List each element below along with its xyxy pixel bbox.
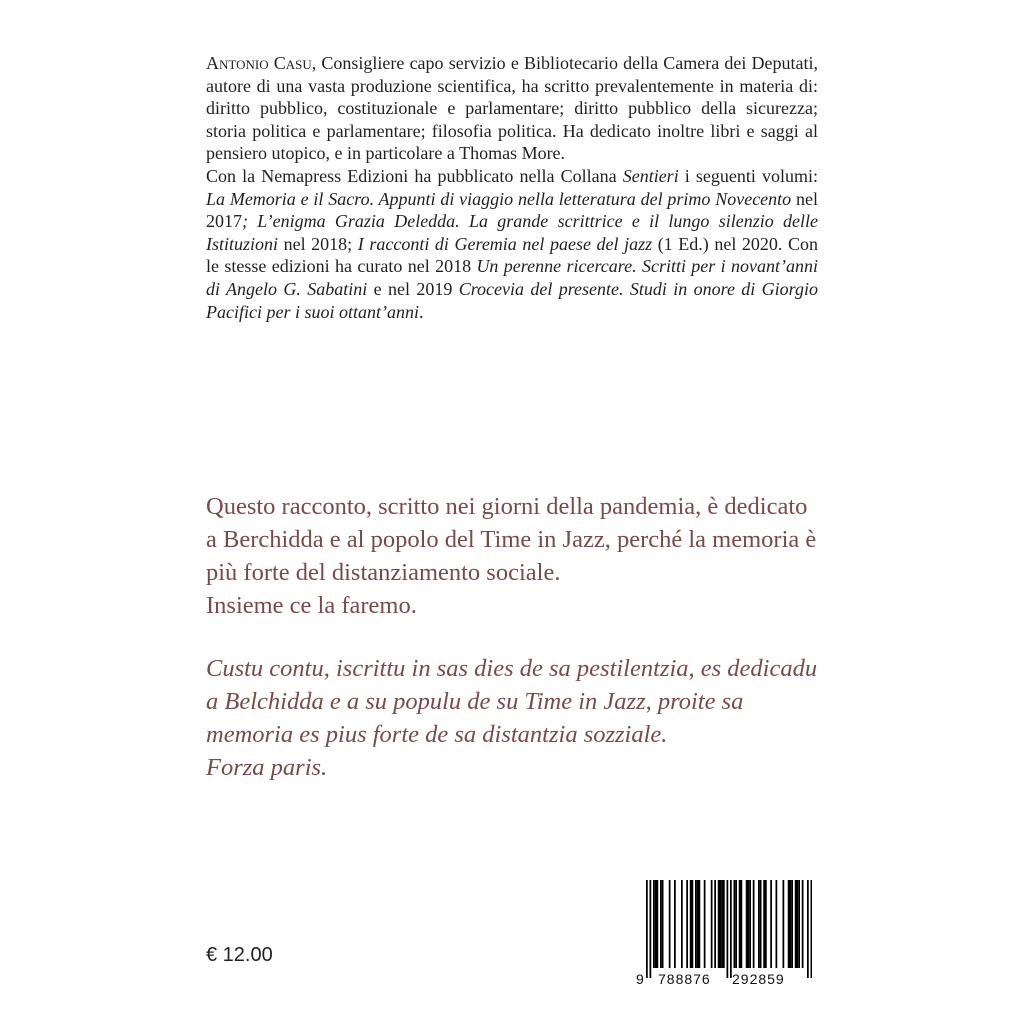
barcode-bar <box>730 880 732 978</box>
barcode-bar <box>763 880 765 968</box>
barcode-bar <box>798 880 800 968</box>
bio-text-2e: (1 Ed.) nel 2020. Con le stesse edizioni ha curato nel 2018 <box>206 233 818 277</box>
dedication-sardinian-text: Custu contu, iscrittu in sas dies de sa pestilentzia, es dedicadu a Belchidda e a su populu de su Time in Jazz, proite sa memoria es pius forte de sa distantzia sozziale. <box>206 655 818 748</box>
book-title-4: Un perenne ricercare. Scritti per i novant’anni di Angelo G. Sabatini <box>206 256 819 299</box>
book-title-1: La Memoria e il Sacro. Appunti di viaggio nella letteratura del primo Novecento <box>206 188 792 209</box>
barcode-bar <box>660 880 662 968</box>
book-title-2: ; L’enigma Grazia Deledda. La grande scrittrice e il lungo silenzio delle Istituzioni <box>206 211 818 254</box>
barcode-bar <box>739 880 741 968</box>
author-name: Antonio Casu <box>206 53 312 73</box>
barcode-bar <box>662 880 664 968</box>
bio-text-1: , Consigliere capo servizio e Bibliotecario della Camera dei Deputati, autore di una vasta produzione scientifica, ha scritto prevalentemente in materia di: diritto pubblico, costituzionale e parlamentare; diritto pubblico della sicurezza; storia politica e parlamentare; filosofia politica. Ha dedicato inoltre libri e saggi al pensiero utopico, e in particolare a Thomas More. <box>206 53 818 164</box>
dedication <box>206 490 818 784</box>
bio-text-2c: nel 2017 <box>206 188 818 232</box>
author-bio <box>206 52 818 323</box>
bio-text-2g: . <box>418 301 424 322</box>
barcode-bar <box>791 880 793 968</box>
bio-text-2f: e nel 2019 <box>367 278 459 299</box>
book-title-5: Crocevia del presente. Studi in onore di Giorgio Pacifici per i suoi ottant’anni <box>206 278 818 322</box>
barcode-bar <box>811 880 813 978</box>
barcode-bar <box>655 880 657 968</box>
bio-paragraph-2 <box>206 165 818 323</box>
bio-text-2d: nel 2018; <box>278 233 358 254</box>
barcode-bar <box>704 880 706 968</box>
barcode-bar <box>788 880 790 968</box>
bio-paragraph-1 <box>206 52 818 165</box>
barcode-bar <box>741 880 743 968</box>
barcode-bar <box>765 880 767 968</box>
barcode-bar <box>770 880 772 968</box>
barcode-bar <box>748 880 750 968</box>
barcode-bar <box>746 880 748 968</box>
barcode-bar <box>697 880 699 968</box>
series-name: Sentieri <box>622 165 679 186</box>
barcode-bar <box>807 880 809 978</box>
dedication-italian-closing: Insieme ce la faremo. <box>206 592 417 619</box>
barcode-bar <box>749 880 751 968</box>
barcode-bar <box>790 880 792 968</box>
barcode-bar <box>653 880 655 968</box>
isbn-group-2: 292859 <box>732 971 785 987</box>
book-title-3: I racconti di Geremia nel paese del jazz <box>357 233 653 254</box>
dedication-sardinian-closing: Forza paris. <box>206 754 328 781</box>
barcode-bar <box>699 880 701 968</box>
price-label: € 12.00 <box>206 944 273 966</box>
isbn-group-1: 788876 <box>658 971 711 987</box>
barcode-bar <box>760 880 762 968</box>
bio-text-2b: i seguenti volumi: <box>678 165 818 186</box>
barcode-bar <box>721 880 723 968</box>
isbn-barcode <box>632 880 822 996</box>
bio-text-2a: Con la Nemapress Edizioni ha pubblicato nella Collana <box>206 165 623 186</box>
barcode-bar <box>714 880 716 968</box>
barcode-bar <box>783 880 785 968</box>
dedication-italian-text: Questo racconto, scritto nei giorni della pandemia, è dedicato a Berchidda e al popolo del Time in Jazz, perché la memoria è più forte del distanziamento sociale. <box>206 493 817 586</box>
isbn-lead-digit: 9 <box>636 971 644 987</box>
barcode-bar <box>753 880 755 968</box>
barcode-bar <box>690 880 692 968</box>
dedication-italian <box>206 490 818 622</box>
barcode-bar <box>711 880 713 968</box>
barcode-bar <box>797 880 799 968</box>
barcode-bar <box>718 880 720 968</box>
barcode-bar <box>735 880 737 968</box>
barcode-bar <box>669 880 671 968</box>
barcode-bar <box>720 880 722 968</box>
barcode-bar <box>776 880 778 968</box>
barcode-bar <box>758 880 760 968</box>
barcode-bar <box>686 880 688 968</box>
dedication-sardinian <box>206 652 818 784</box>
barcode-bar <box>802 880 804 968</box>
barcode-bar <box>681 880 683 968</box>
barcode-bar <box>650 880 652 978</box>
barcode-bar <box>657 880 659 968</box>
barcode-bar <box>646 880 648 978</box>
barcode-bar <box>692 880 694 968</box>
barcode-bar <box>674 880 676 968</box>
barcode-bar <box>695 880 697 968</box>
barcode-bar <box>723 880 725 968</box>
barcode-bar <box>795 880 797 968</box>
barcode-bar <box>734 880 736 968</box>
barcode-bar <box>727 880 729 978</box>
